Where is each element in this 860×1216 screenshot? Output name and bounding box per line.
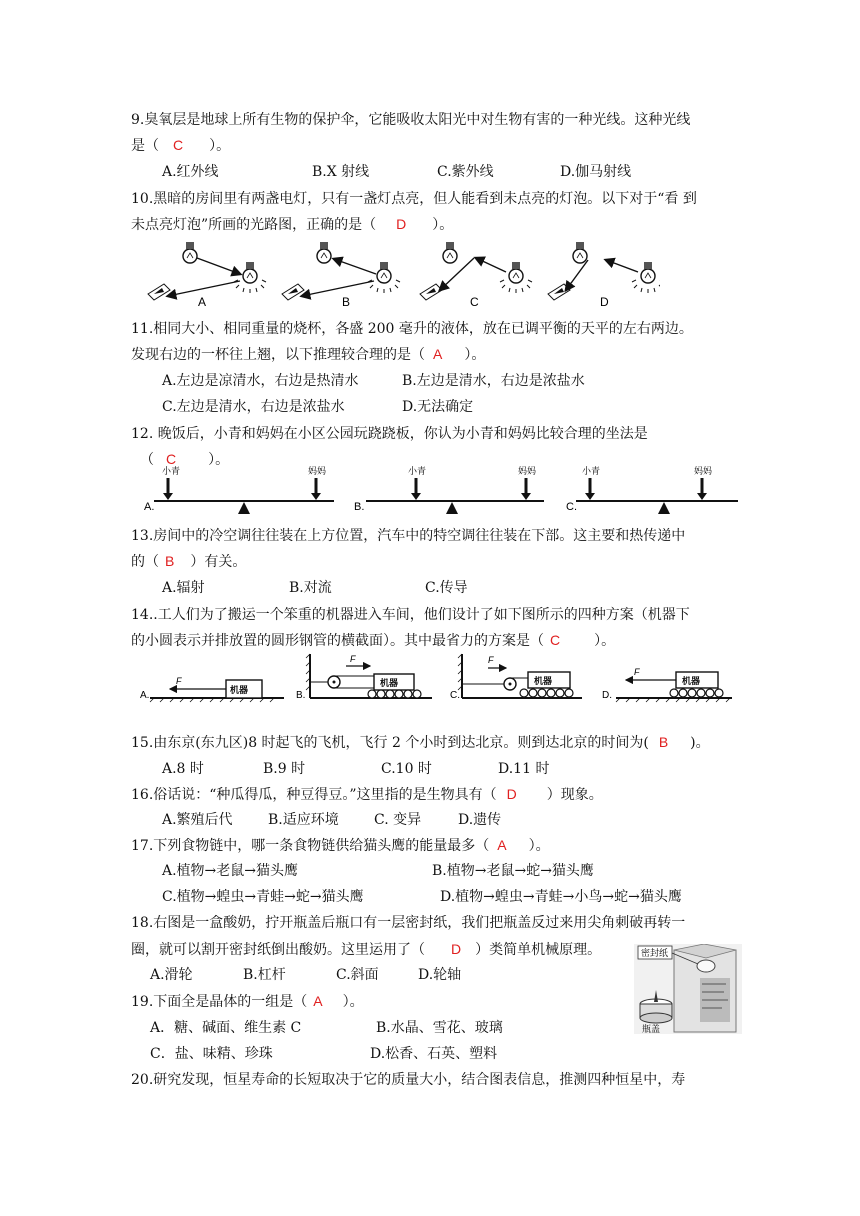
- q14-label-d: D.: [602, 690, 612, 701]
- q12-c-person1: 小青: [582, 467, 601, 477]
- q10-label-a: A: [198, 295, 207, 309]
- q15-option-d: D.11 时: [498, 761, 550, 777]
- q19-option-d: D.松香、石英、塑料: [370, 1046, 498, 1062]
- q14-c-machine: 机器: [534, 677, 553, 687]
- q15-stem: 15.由东京(东九区)8 时起飞的飞机，飞行 2 个小时到达北京。则到达北京的时间为( B )。: [131, 734, 710, 751]
- q17-option-a: A.植物→老鼠→猫头鹰: [162, 863, 299, 879]
- q9-stem-line2: 是（ C ）。: [131, 137, 231, 154]
- q14-label-a: A.: [140, 690, 150, 701]
- q17-option-d: D.植物→蝗虫→青蛙→小鸟→蛇→猫头鹰: [440, 889, 682, 905]
- q13-stem-line2: 的（ B ）有关。: [131, 553, 247, 570]
- q9-option-c: C.紫外线: [437, 164, 494, 180]
- q9-answer: C: [173, 137, 184, 153]
- q18-img-label-seal: 密封纸: [641, 949, 669, 959]
- q18-stem-line1: 18.右图是一盒酸奶，拧开瓶盖后瓶口有一层密封纸，我们把瓶盖反过来用尖角刺破再转一: [131, 915, 686, 931]
- q13-option-a: A.辐射: [162, 580, 205, 596]
- q13-option-c: C.传导: [425, 580, 468, 596]
- q9-option-d: D.伽马射线: [560, 164, 632, 180]
- q15-answer: B: [658, 734, 669, 750]
- q12-seesaw-c: [566, 465, 738, 514]
- q14-machine-figure: [136, 652, 736, 708]
- q14-scheme-b: [296, 654, 432, 701]
- q15-option-a: A.8 时: [162, 761, 204, 777]
- q16-option-c: C. 变异: [374, 812, 422, 828]
- q12-seesaw-b: [354, 465, 544, 514]
- q17-stem: 17.下列食物链中，哪一条食物链供给猫头鹰的能量最多（ A ）。: [131, 837, 550, 854]
- q12-label-b: B.: [354, 501, 365, 513]
- q16-option-d: D.遗传: [458, 812, 502, 828]
- q10-diagram-a: [148, 242, 266, 309]
- q10-light-path-figure: [140, 236, 660, 312]
- q17-option-c: C.植物→蝗虫→青蛙→蛇→猫头鹰: [162, 889, 364, 905]
- q14-c-force: F: [488, 655, 494, 665]
- q14-label-b: B.: [296, 690, 306, 701]
- q12-seesaw-figure: [140, 464, 740, 514]
- q17-answer: A: [497, 837, 507, 853]
- q18-option-c: C.斜面: [336, 967, 379, 983]
- q11-option-d: D.无法确定: [402, 399, 474, 415]
- q13-option-b: B.对流: [289, 580, 332, 596]
- q14-stem-line2: 的小圆表示并排放置的圆形钢管的横截面）。其中最省力的方案是（ C ）。: [131, 632, 616, 649]
- q12-seesaw-a: [144, 465, 334, 514]
- q14-stem-line1: 14..工人们为了搬运一个笨重的机器进入车间，他们设计了如下图所示的四种方案（机器下: [131, 607, 690, 623]
- q13-stem-line1: 13.房间中的冷空调往往装在上方位置，汽车中的特空调往往装在下部。这主要和热传递中: [131, 528, 686, 544]
- q14-b-force: F: [350, 654, 356, 664]
- q10-label-d: D: [600, 295, 609, 309]
- q9-stem-line1: 9.臭氧层是地球上所有生物的保护伞，它能吸收太阳光中对生物有害的一种光线。这种光线: [131, 112, 691, 128]
- q12-stem-line2: （ C ）。: [140, 451, 230, 468]
- q11-stem-line1: 11.相同大小、相同重量的烧杯，各盛 200 毫升的液体，放在已调平衡的天平的左右两边。: [131, 321, 693, 337]
- q19-option-c: C．盐、味精、珍珠: [150, 1046, 273, 1062]
- q14-d-force: F: [634, 667, 640, 677]
- q10-label-b: B: [342, 295, 351, 309]
- q16-stem: 16.俗话说：“种瓜得瓜，种豆得豆。”这里指的是生物具有（ D ）现象。: [131, 786, 603, 803]
- q15-option-b: B.9 时: [263, 761, 306, 777]
- q12-c-person2: 妈妈: [694, 467, 713, 477]
- q13-answer: B: [165, 553, 175, 569]
- q11-option-a: A.左边是凉清水，右边是热清水: [162, 373, 359, 389]
- q19-option-a: A．糖、碱面、维生素 C: [150, 1020, 302, 1036]
- q11-option-b: B.左边是清水，右边是浓盐水: [402, 373, 585, 389]
- q14-a-force: F: [176, 676, 182, 686]
- q16-option-a: A.繁殖后代: [162, 812, 233, 828]
- q19-option-b: B.水晶、雪花、玻璃: [376, 1020, 503, 1036]
- q18-option-d: D.轮轴: [418, 967, 462, 983]
- q19-answer: A: [313, 993, 323, 1009]
- q12-label-a: A.: [144, 501, 155, 513]
- q14-d-machine: 机器: [682, 677, 701, 687]
- q10-diagram-b: [282, 242, 400, 309]
- q14-a-machine: 机器: [230, 686, 249, 696]
- q18-option-b: B.杠杆: [243, 967, 286, 983]
- q14-scheme-c: [450, 654, 582, 701]
- q14-b-machine: 机器: [380, 679, 399, 689]
- q12-label-c: C.: [566, 501, 577, 513]
- q16-answer: D: [506, 786, 517, 802]
- q12-a-person2: 妈妈: [308, 467, 327, 477]
- q20-stem-line1: 20.研究发现，恒星寿命的长短取决于它的质量大小，结合图表信息，推测四种恒星中，寿: [131, 1072, 686, 1088]
- q10-diagram-c: [420, 242, 532, 309]
- q16-option-b: B.适应环境: [268, 812, 339, 828]
- q18-answer: D: [451, 941, 462, 957]
- q14-scheme-a: [140, 676, 284, 702]
- q11-stem-line2: 发现右边的一杯往上翘，以下推理较合理的是（ A ）。: [131, 346, 486, 363]
- q10-diagram-d: [548, 242, 660, 309]
- q12-answer: C: [166, 451, 177, 467]
- q14-label-c: C.: [450, 690, 460, 701]
- q12-b-person2: 妈妈: [518, 467, 537, 477]
- q10-stem-line1: 10.黑暗的房间里有两盏电灯，只有一盏灯点亮，但人能看到未点亮的灯泡。以下对于“看 到: [131, 191, 697, 207]
- q19-stem: 19.下面全是晶体的一组是（ A ）。: [131, 993, 364, 1010]
- q12-b-person1: 小青: [408, 467, 427, 477]
- q10-answer: D: [396, 216, 407, 232]
- q10-label-c: C: [470, 295, 479, 309]
- q9-option-b: B.X 射线: [312, 164, 370, 180]
- q17-option-b: B.植物→老鼠→蛇→猫头鹰: [432, 863, 594, 879]
- q11-option-c: C.左边是清水，右边是浓盐水: [162, 399, 345, 415]
- q18-stem-line2: 圈，就可以割开密封纸倒出酸奶。这里运用了（ D ）类简单机械原理。: [131, 941, 602, 958]
- q18-yogurt-box-image: [634, 944, 742, 1034]
- q9-option-a: A.红外线: [162, 164, 219, 180]
- q12-a-person1: 小青: [162, 467, 181, 477]
- q11-answer: A: [433, 346, 443, 362]
- q12-stem-line1: 12. 晚饭后，小青和妈妈在小区公园玩跷跷板，你认为小青和妈妈比较合理的坐法是: [131, 426, 648, 442]
- q18-img-label-cap: 瓶盖: [642, 1025, 661, 1034]
- q15-option-c: C.10 时: [381, 761, 432, 777]
- q14-answer: C: [550, 632, 561, 648]
- q14-scheme-d: [602, 667, 732, 702]
- q18-option-a: A.滑轮: [150, 967, 193, 983]
- q10-stem-line2: 未点亮灯泡”所画的光路图，正确的是（ D ）。: [131, 216, 454, 233]
